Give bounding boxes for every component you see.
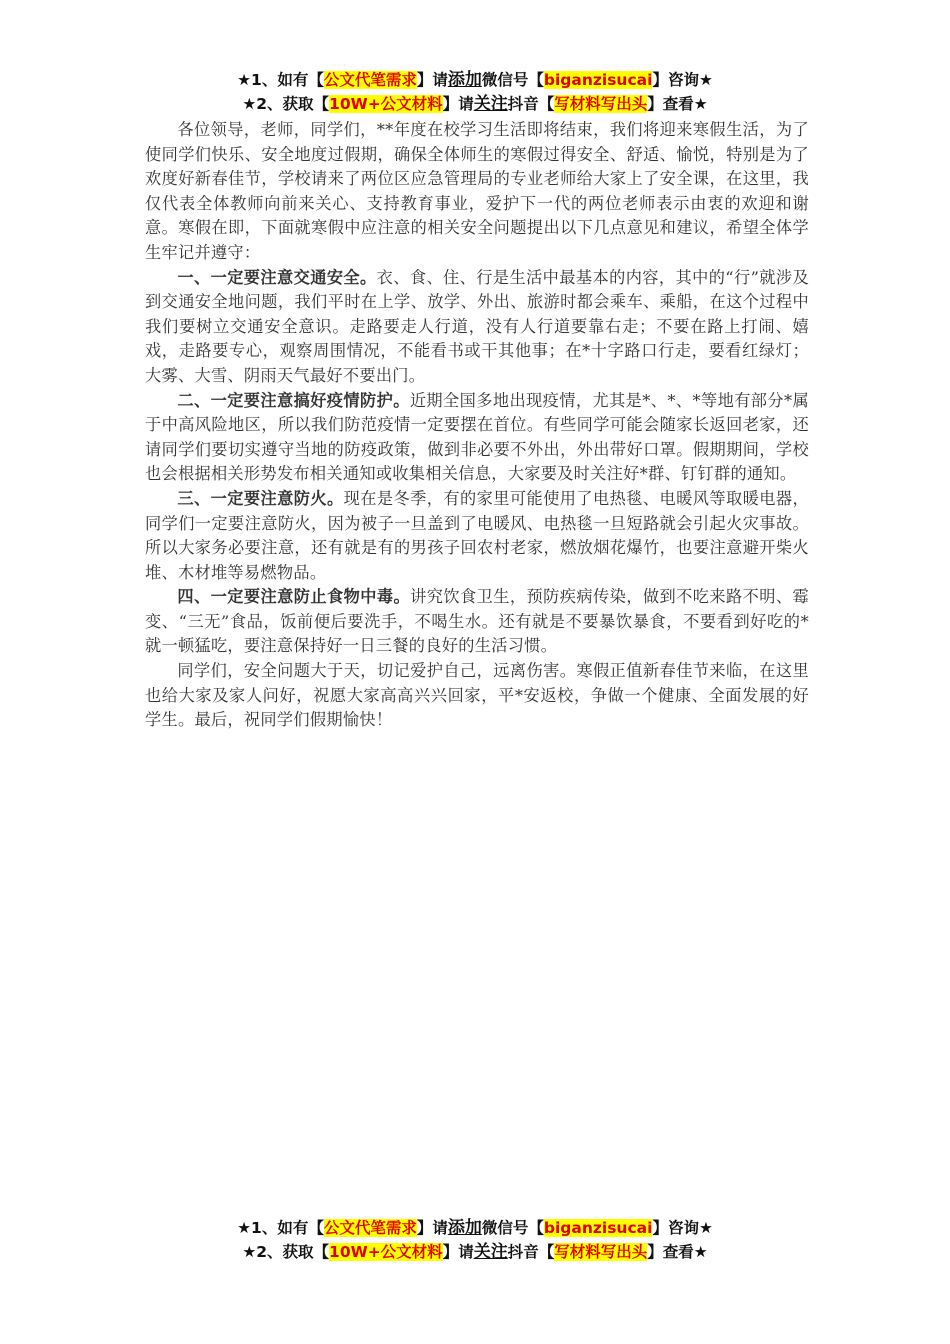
- banner-line-2: [0, 92, 950, 116]
- banner-text: ★1、如有【: [237, 71, 324, 89]
- section-heading: 四、一定要注意防止食物中毒。: [177, 587, 411, 607]
- banner-text: ★2、获取【: [242, 1243, 330, 1261]
- banner-highlight-wechat-id: biganzisucai: [543, 1219, 653, 1237]
- banner-text: ★1、如有【: [237, 1219, 324, 1237]
- section-body: 现在是冬季，有的家里可能使用了电热毯、电暖风等取暖电器，同学们一定要注意防火，因为被子一旦盖到了电暖风、电热毯一旦短路就会引起火灾事故。所以大家务必要注意，还有就是有的男孩子回农村老家，燃放烟花爆竹，也要注意避开柴火堆、木材堆等易燃物品。: [145, 488, 809, 582]
- section-body: 衣、食、住、行是生活中最基本的内容，其中的“行”就涉及到交通安全地问题，我们平时在上学、放学、外出、旅游时都会乘车、乘船，在这个过程中我们要树立交通安全意识。走路要走人行道，没有人行道要靠右走；不要在路上打闹、嬉戏，走路要专心，观察周围情况，不能看书或干其他事；在*十字路口行走，要看红绿灯；大雾、大雪、阴雨天气最好不要出门。: [145, 267, 809, 385]
- banner-line-2: [0, 1240, 950, 1264]
- section-heading: 二、一定要注意搞好疫情防护。: [177, 390, 410, 410]
- banner-emphasis: 关注: [473, 1242, 508, 1262]
- section-body: 讲究饮食卫生，预防疾病传染，做到不吃来路不明、霉变、“三无”食品，饭前便后要洗手，不喝生水。还有就是不要暴饮暴食，不要看到好吃的*就一顿猛吃，要注意保持好一日三餐的良好的生活习惯。: [145, 587, 809, 656]
- banner-text: 】请: [442, 95, 474, 113]
- banner-text: ★2、获取【: [242, 95, 330, 113]
- banner-highlight-wechat-id: biganzisucai: [543, 71, 653, 89]
- banner-emphasis: 关注: [473, 94, 508, 114]
- closing-paragraph: 同学们，安全问题大于天，切记爱护自己，远离伤害。寒假正值新春佳节来临，在这里也给大家及家人问好，祝愿大家高高兴兴回家，平*安返校，争做一个健康、全面发展的好学生。最后，祝同学们假期愉快！: [145, 661, 809, 730]
- document-body: [145, 118, 809, 733]
- banner-text: 微信号【: [481, 71, 544, 89]
- banner-text: 】请: [416, 1219, 448, 1237]
- section-body: 近期全国多地出现疫情，尤其是*、*、*等地有部分*属于中高风险地区，所以我们防范疫情一定要摆在首位。有些同学可能会随家长返回老家，还请同学们要切实遵守当地的防疫政策，做到非必要不外出，外出带好口罩。假期期间，学校也会根据相关形势发布相关通知或收集相关信息，大家要及时关注好*群、钉钉群的通知。: [145, 390, 809, 484]
- section-heading: 一、一定要注意交通安全。: [177, 267, 377, 287]
- section-paragraph-fire: [145, 487, 809, 585]
- banner-text: 】请: [442, 1243, 474, 1261]
- banner-text: 】请: [416, 71, 448, 89]
- banner-emphasis: 添加: [447, 70, 482, 90]
- banner-text: 抖音【: [507, 95, 555, 113]
- top-banner: [0, 68, 950, 116]
- bottom-banner: [0, 1216, 950, 1264]
- banner-text: 】查看★: [647, 95, 708, 113]
- section-paragraph-epidemic: [145, 389, 809, 487]
- banner-highlight-materials: 10W+公文材料: [329, 95, 443, 113]
- banner-text: 】咨询★: [652, 71, 713, 89]
- banner-highlight-service: 公文代笔需求: [323, 71, 417, 89]
- banner-highlight-service: 公文代笔需求: [323, 1219, 417, 1237]
- banner-highlight-douyin-account: 写材料写出头: [554, 95, 648, 113]
- banner-text: 】咨询★: [652, 1219, 713, 1237]
- banner-text: 抖音【: [507, 1243, 555, 1261]
- banner-highlight-douyin-account: 写材料写出头: [554, 1243, 648, 1261]
- banner-text: 微信号【: [481, 1219, 544, 1237]
- section-paragraph-traffic: [145, 266, 809, 389]
- banner-emphasis: 添加: [447, 1218, 482, 1238]
- banner-text: 】查看★: [647, 1243, 708, 1261]
- banner-line-1: [0, 1216, 950, 1240]
- banner-line-1: [0, 68, 950, 92]
- intro-paragraph: 各位领导，老师，同学们，**年度在校学习生活即将结束，我们将迎来寒假生活，为了使同学们快乐、安全地度过假期，确保全体师生的寒假过得安全、舒适、愉悦，特别是为了欢度好新春佳节，学校请来了两位区应急管理局的专业老师给大家上了安全课，在这里，我仅代表全体教师向前来关心、支持教育事业，爱护下一代的两位老师表示由衷的欢迎和谢意。寒假在即，下面就寒假中应注意的相关安全问题提出以下几点意见和建议，希望全体学生牢记并遵守：: [145, 120, 809, 262]
- section-paragraph-food: [145, 585, 809, 659]
- banner-highlight-materials: 10W+公文材料: [329, 1243, 443, 1261]
- section-heading: 三、一定要注意防火。: [177, 488, 344, 508]
